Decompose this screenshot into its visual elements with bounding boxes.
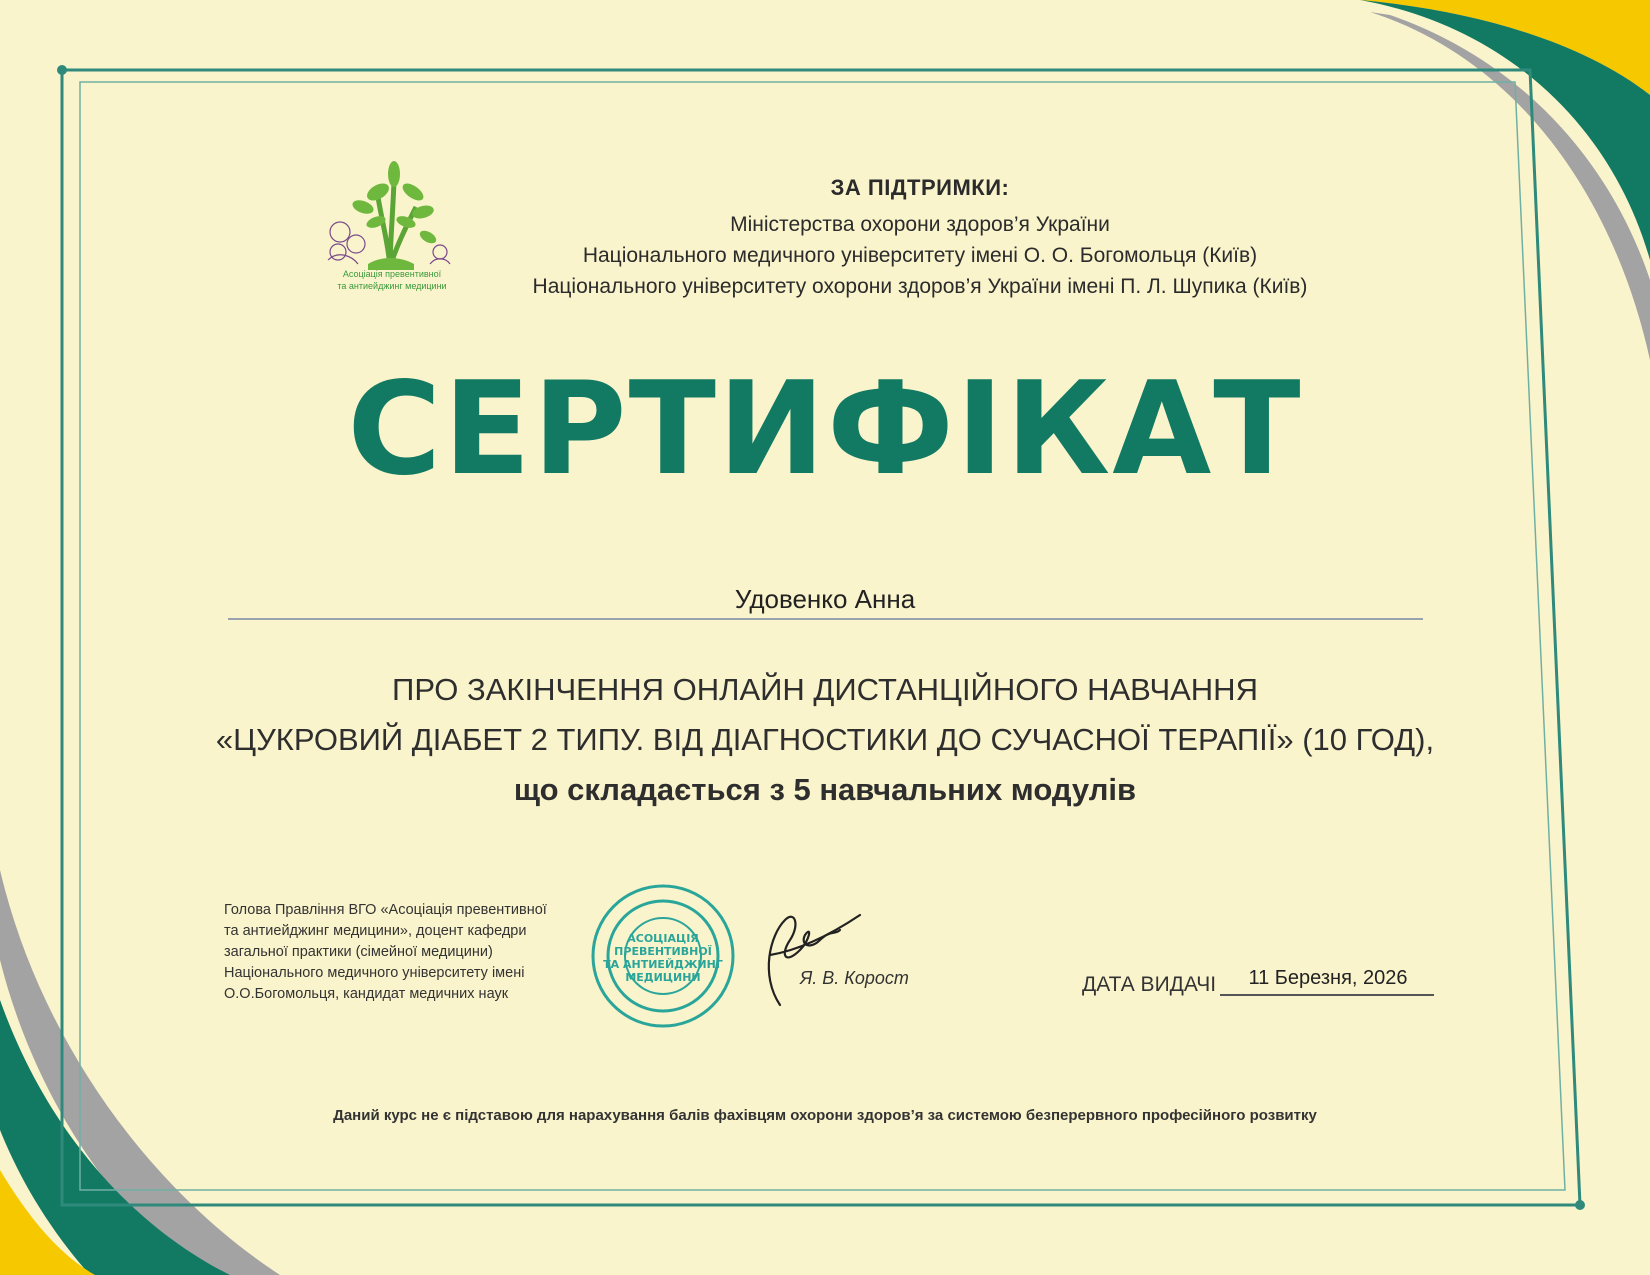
svg-text:АСОЦІАЦІЯ: АСОЦІАЦІЯ <box>627 932 699 945</box>
svg-text:ТА АНТИЕЙДЖИНГ: ТА АНТИЕЙДЖИНГ <box>603 958 723 971</box>
course-line: ПРО ЗАКІНЧЕННЯ ОНЛАЙН ДИСТАНЦІЙНОГО НАВЧАННЯ <box>392 672 1258 707</box>
sponsor-line: Національного університету охорони здоров’я України імені П. Л. Шупика (Київ) <box>532 275 1308 298</box>
sponsorship-block <box>480 175 1360 302</box>
signatory-line: Голова Правління ВГО «Асоціація превентивної <box>224 902 547 918</box>
issue-date-underline <box>1220 994 1434 996</box>
issue-date-value: 11 Березня, 2026 <box>1248 967 1408 989</box>
issue-date-label: ДАТА ВИДАЧІ <box>1082 973 1217 996</box>
sponsorship-heading: ЗА ПІДТРИМКИ: <box>830 175 1010 200</box>
sponsor-line: Міністерства охорони здоров’я України <box>730 213 1110 236</box>
signatory-title <box>224 900 594 1005</box>
svg-text:МЕДИЦИНИ: МЕДИЦИНИ <box>625 971 701 984</box>
logo-caption <box>312 268 472 292</box>
course-line: «ЦУКРОВИЙ ДІАБЕТ 2 ТИПУ. ВІД ДІАГНОСТИКИ ДО СУЧАСНОЇ ТЕРАПІЇ» (10 ГОД), <box>215 722 1435 757</box>
logo-caption-line2: та антиейджинг медицини <box>337 281 447 291</box>
course-line: що складається з 5 навчальних модулів <box>513 772 1137 807</box>
corner-dot-top-left <box>57 65 67 75</box>
round-stamp-seal <box>588 878 738 1033</box>
disclaimer-text: Даний курс не є підставою для нарахування балів фахівцям охорони здоров’я за системою безперервного професійного розвитку <box>333 1107 1317 1124</box>
svg-text:ПРЕВЕНТИВНОЇ: ПРЕВЕНТИВНОЇ <box>614 945 712 958</box>
signatory-line: та антиейджинг медицини», доцент кафедри <box>224 923 527 939</box>
signatory-name: Я. В. Корост <box>800 968 909 988</box>
sponsor-line: Національного медичного університету імені О. О. Богомольця (Київ) <box>582 244 1258 267</box>
certificate-title: СЕРТИФІКАТ <box>347 355 1303 504</box>
signatory-line: Національного медичного університету імені <box>224 965 525 981</box>
course-description <box>150 665 1500 815</box>
signatory-line: О.О.Богомольця, кандидат медичних наук <box>224 986 509 1002</box>
recipient-name: Удовенко Анна <box>734 584 916 614</box>
logo-caption-line1: Асоціація превентивної <box>342 269 442 279</box>
corner-dot-bottom-right <box>1575 1200 1585 1210</box>
signatory-line: загальної практики (сімейної медицини) <box>224 944 493 960</box>
handwritten-signature <box>740 895 920 1015</box>
recipient-underline <box>228 618 1423 620</box>
